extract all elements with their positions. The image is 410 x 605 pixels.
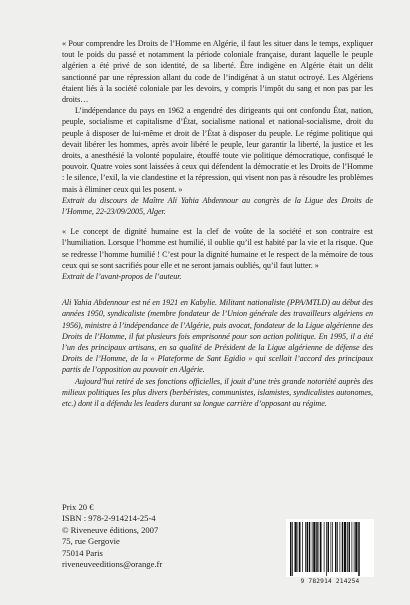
- quote1-paragraph1: « Pour comprendre les Droits de l’Homme en Algérie, il faut les situer dans le temps, expliquer tout le poids du passé et notamment la période coloniale française, durant laquelle le peuple algérien a été privé de son identité, de sa liberté. Être indigène en Algérie était un délit sanctionné par une répression allant du code de l’indigénat à un statut octroyé. Les Algériens étaient liés à la société coloniale par les devoirs, y compris l’impôt du sang et non pas par les droits…: [62, 39, 373, 105]
- back-cover-text: [62, 38, 373, 409]
- barcode-number: 9 782914 214254: [300, 578, 360, 585]
- quote1-paragraph2: L’indépendance du pays en 1962 a engendré des dirigeants qui ont confondu État, nation, peuple, socialisme et capitalisme d’État, socialisme national et national-socialisme, droit du peuple à disposer de lui-même et droit de l’État à disposer du peuple. Le régime politique qui devait libérer les hommes, après avoir libéré le peuple, leur garantir la liberté, la justice et les droits, a anesthésié la volonté populaire, étouffé toute vie politique démocratique, confisqué le pouvoir. Quatre voies sont laissées à ceux qui défendent la démocratie et les Droits de l’Homme : le silence, l’exil, la vie clandestine et la répression, qui visent non pas à résoudre les problèmes mais à éliminer ceux qui les posent. »: [62, 106, 373, 194]
- barcode-icon: [286, 519, 374, 577]
- quote2-paragraph: « Le concept de dignité humaine est la clef de voûte de la société et son contraire est l’humiliation. Lorsque l’homme est humilié, il oublie qu’il est habité par la vie et la risque. Que se redresse l’homme humilié ! C’est pour la dignité humaine et le respect de la mémoire de tous ceux qui se sont sacrifiés pour elle et ne seront jamais oubliés, qu’il faut lutter. »: [62, 227, 373, 270]
- address-city: 75014 Paris: [62, 547, 103, 558]
- spacer: [62, 217, 373, 226]
- address-street: 75, rue Gergovie: [62, 536, 120, 547]
- spacer: [62, 282, 373, 297]
- price: Prix 20 €: [62, 502, 94, 512]
- isbn-barcode: [286, 519, 374, 585]
- copyright: © Riveneuve éditions, 2007: [62, 524, 159, 535]
- bio-paragraph1: Ali Yahia Abdennour est né en 1921 en Kabylie. Militant nationaliste (PPA/MTLD) au début des années 1950, syndicaliste (membre fondateur de l’Union générale des travailleurs algériens en 1956), ministre à l’indépendance de l’Algérie, puis avocat, fondateur de la Ligue algérienne des Droits de l’Homme, il fut plusieurs fois emprisonné pour son action politique. En 1995, il a été l’un des principaux artisans, en sa qualité de Président de la Ligue algérienne de défense des Droits de l’Homme, de la « Plateforme de Sant Egidio » qui scellait l’accord des principaux partis de l’opposition au pouvoir en Algérie.: [62, 298, 373, 375]
- quote2-source: Extrait de l’avant-propos de l’auteur.: [62, 272, 182, 282]
- publisher-email: riveneuveeditions@orange.fr: [62, 559, 163, 570]
- author-bio: [62, 297, 373, 409]
- publication-info: [62, 502, 242, 570]
- quote1-source: Extrait du discours de Maître Ali Yahia Abdennour au congrès de la Ligue des Droits de l’Homme, 22-23/09/2005, Alger.: [62, 195, 373, 217]
- bio-paragraph2: Aujourd’hui retiré de ses fonctions officielles, il jouit d’une très grande notoriété auprès des milieux politiques les plus divers (berbéristes, communistes, islamistes, syndicalistes autonomes, etc.) dont il a défendu les leaders durant sa longue carrière d’opposant au régime.: [62, 376, 373, 409]
- isbn: ISBN : 978-2-914214-25-4: [62, 513, 156, 524]
